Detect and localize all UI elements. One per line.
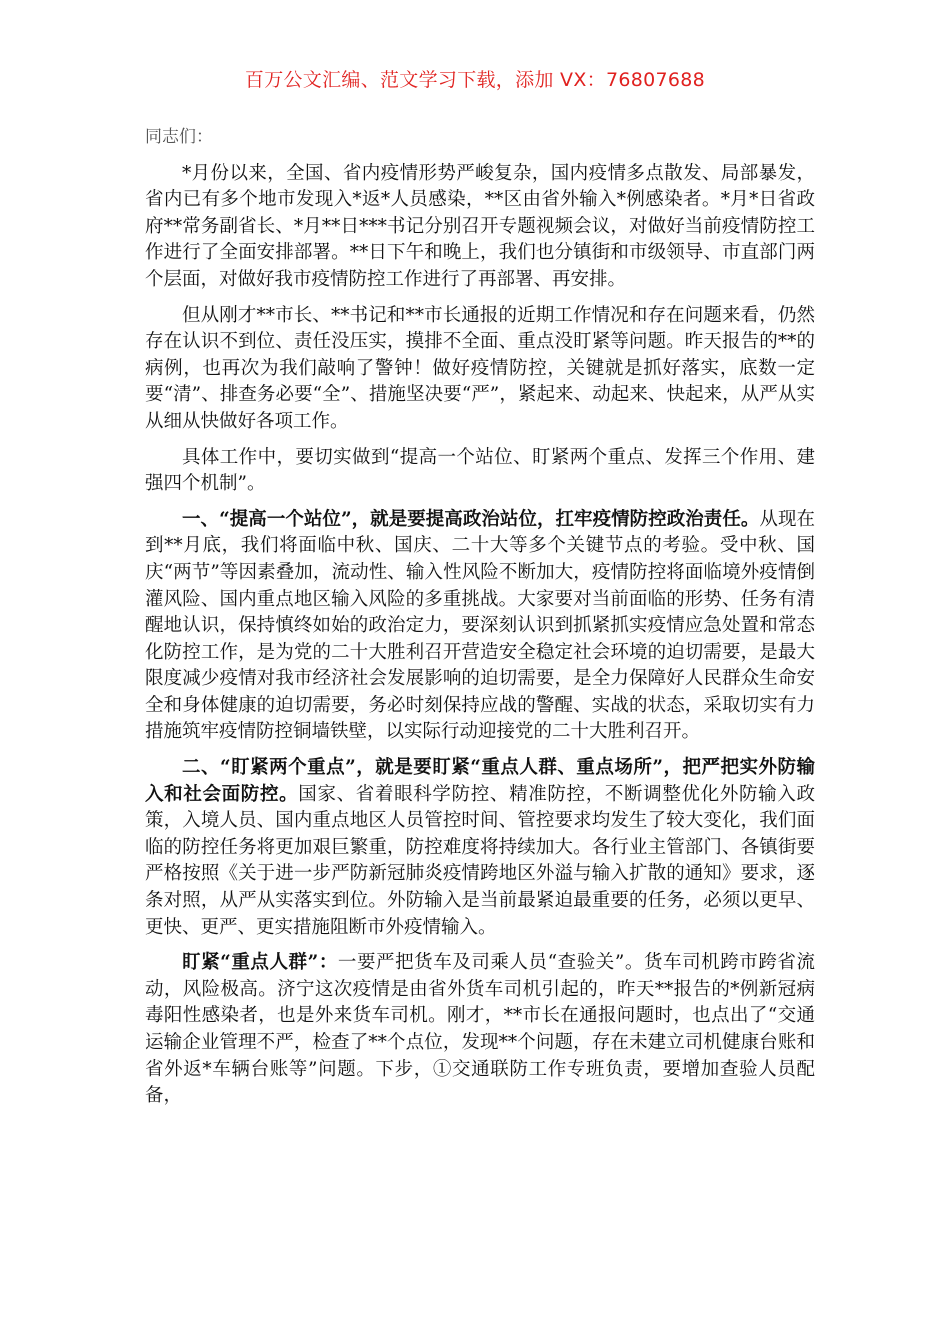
document-body [145, 124, 815, 1119]
paragraph-text: 具体工作中，要切实做到“提高一个站位、盯紧两个重点、发挥三个作用、建强四个机制”。 [145, 446, 815, 495]
paragraph-text: *月份以来，全国、省内疫情形势严峻复杂，国内疫情多点散发、局部暴发，省内已有多个地市发现入*返*人员感染，**区由省外输入*例感染者。*月*日省政府**常务副省长、*月**日***书记分别召开专题视频会议，对做好当前疫情防控工作进行了全面安排部署。**日下午和晚上，我们也分镇街和市级领导、市直部门两个层面，对做好我市疫情防控工作进行了再部署、再安排。 [145, 162, 815, 290]
paragraph-4 [145, 507, 815, 746]
paragraph-1 [145, 161, 815, 294]
paragraph-5 [145, 755, 815, 941]
salutation: 同志们： [145, 127, 213, 147]
paragraph-6 [145, 950, 815, 1110]
paragraph-3 [145, 445, 815, 498]
subsection-heading: 盯紧“重点人群”： [182, 952, 338, 974]
paragraph-text: 一要严把货车及司乘人员“查验关”。货车司机跨市跨省流动，风险极高。济宁这次疫情是由省外货车司机引起的，昨天**报告的*例新冠病毒阳性感染者，也是外来货车司机。刚才，**市长在通报问题时，也点出了“交通运输企业管理不严，检查了**个点位，发现**个问题，存在未建立司机健康台账和省外返*车辆台账等”问题。下步，①交通联防工作专班负责，要增加查验人员配备， [145, 952, 815, 1107]
section-heading-2: 二、“盯紧两个重点”，就是要盯紧“重点人群、重点场所”，把严把实外防输入和社会面防控。 [145, 757, 815, 805]
paragraph-text: 国家、省着眼科学防控、精准防控，不断调整优化外防输入政策，入境人员、国内重点地区人员管控时间、管控要求均发生了较大变化，我们面临的防控任务将更加艰巨繁重，防控难度将持续加大。各行业主管部门、各镇街要严格按照《关于进一步严防新冠肺炎疫情跨地区外溢与输入扩散的通知》要求，逐条对照，从严从实落实到位。外防输入是当前最紧迫最重要的任务，必须以更早、更快、更严、更实措施阻断市外疫情输入。 [145, 783, 815, 938]
paragraph-text: 但从刚才**市长、**书记和**市长通报的近期工作情况和存在问题来看，仍然存在认识不到位、责任没压实，摸排不全面、重点没盯紧等问题。昨天报告的**的病例，也再次为我们敲响了警钟！做好疫情防控，关键就是抓好落实，底数一定要“清”、排查务必要“全”、措施坚决要“严”，紧起来、动起来、快起来，从严从实从细从快做好各项工作。 [145, 304, 815, 432]
watermark-banner: 百万公文汇编、范文学习下载，添加 VX：76807688 [244, 69, 706, 91]
section-heading-1: 一、“提高一个站位”，就是要提高政治站位，扛牢疫情防控政治责任。 [182, 508, 760, 530]
paragraph-text: 从现在到**月底，我们将面临中秋、国庆、二十大等多个关键节点的考验。受中秋、国庆“两节”等因素叠加，流动性、输入性风险不断加大，疫情防控将面临境外疫情倒灌风险、国内重点地区输入风险的多重挑战。大家要对当前面临的形势、任务有清醒地认识，保持慎终如始的政治定力，要深刻认识到抓紧抓实疫情应急处置和常态化防控工作，是为党的二十大胜利召开营造安全稳定社会环境的迫切需要，是最大限度减少疫情对我市经济社会发展影响的迫切需要，是全力保障好人民群众生命安全和身体健康的迫切需要，务必时刻保持应战的警醒、实战的状态，采取切实有力措施筑牢疫情防控铜墙铁壁，以实际行动迎接党的二十大胜利召开。 [145, 508, 815, 743]
paragraph-2 [145, 303, 815, 436]
